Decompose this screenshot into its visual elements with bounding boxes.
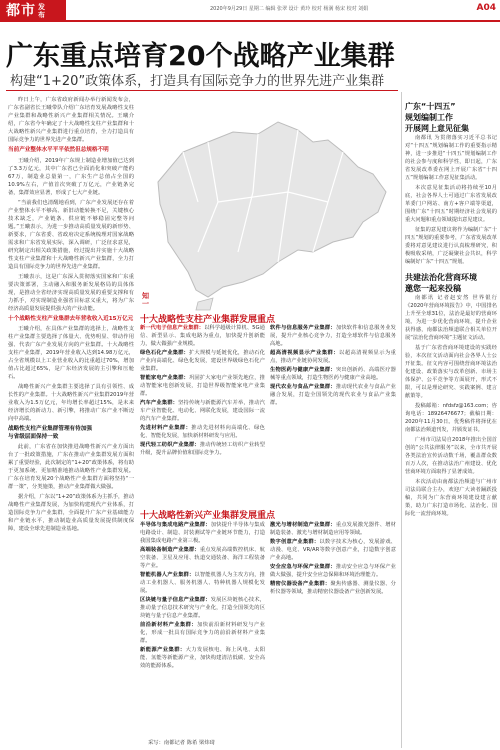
lead-paragraph: 昨日上午，广东省政府新闻办举行新闻发布会，广东省副省长王曦带队介绍广东培育发展战略性支柱产业集群和战略性新兴产业集群相关情况。王曦介绍，广东省今年确定了十大战略性支柱产业集群和十大战略性新兴产业集群进行重点培育，全力打造具有国际竞争力的世界先进产业集群。 — [8, 97, 134, 143]
map-outline — [158, 122, 386, 297]
subheadline: 构建“1+20”政策体系，打造具有国际竞争力的世界先进产业集群 — [10, 74, 385, 89]
column-divider — [401, 92, 402, 748]
pillar-item: 软件与信息服务产业集群：加快软件和信息服务业发展，提升产业核心竞争力，打造全球软件与信息服务高地。 — [270, 325, 396, 347]
paragraph: “当前我们也清醒地看到，广东产业发展还存在着产业整体水平不够高、新旧动能转换不足，关键核心技术缺乏，产业链条、供应链不够稳固完整等问题。”王曦表示，为进一步推动高质量发展的新形势、新要求，广东省委、省政府决定系统梳理对国家战略需求和广东省发展实际，深入调研，广泛征求意见，研究制定出相关政策措施，经过提出并实施十大战略性支柱产业集群和十大战略性新兴产业集群，全力打造具有国际竞争力的世界先进产业集群。 — [8, 199, 134, 270]
pillar-section-title: 十大战略性支柱产业集群发展重点 — [140, 315, 276, 325]
emerging-item: 精密仪器设备产业集群：聚焦传感器、测量仪器、分析仪器等领域，推动精密仪器设备产业创新发展。 — [270, 581, 396, 595]
article-column-1 — [8, 96, 134, 535]
pillar-item: 生物医药与健康产业集群：突出创新药、高端医疗器械等重点领域，打造生物医药与健康产业高地。 — [270, 367, 396, 381]
headline: 广东重点培育20个战略产业集群 — [6, 41, 395, 72]
column-marker: 知一 — [142, 292, 149, 308]
paragraph: 南都讯 为贯彻落实习近平总书记对“十四五”规划编制工作的重要指示精神，进一步推进“十四五”规划编制工作的社会参与度和科学性，即日起，广东省发展改革委在网上开展广东省“十四五”规划编制工作意见征集活动。 — [405, 135, 497, 181]
paragraph: 广州市司法局自2018年推出全国首创的“公共法律服务”以来，全市共开展各类法治宣传活动数千场，覆盖群众数百万人次，在推动法治广州建设、优化营商环境方面取得了显著成效。 — [405, 437, 497, 475]
emerging-item: 激光与增材制造产业集群：重点发展激光器件、增材制造装备、激光与增材制造应用等领域。 — [270, 522, 396, 536]
pillar-item: 超高清视频显示产业集群：以超高清视频显示为重点，推动产业链协同发展。 — [270, 350, 396, 364]
paragraph: 王曦表示，这是广东深入贯彻落实国家和广东重要决策部署，主动融入和服务新发展格局的具体体现，是推动全省经济实现高质量发展的重要支撑和有力抓手，对实现制造业强省目标意义重大，将为广东经济高质量发展提供强大的产业动能。 — [8, 273, 134, 312]
byline: 采写：南都记者 陈希 梁炜琦 — [148, 740, 215, 746]
map-island — [196, 298, 213, 310]
paragraph: 此前，广东省在加快推进战略性新兴产业方面出台了一批政策措施，广东在推动产业集群发展方面积累了重要经验，此次制定的“1+20”政策体系，将有助于更加系统、更加精准地推动战略性产业集群发展。广东在培育发展20个战略性产业集群方面将坚持“一群一策”，分类施策，推动产业集群做大做强。 — [8, 444, 134, 490]
emerging-item: 高端装备制造产业集群：重点发展高端数控机床、航空装备、卫星及应用、轨道交通装备、海洋工程装备等产业。 — [140, 547, 265, 569]
emerging-item: 新能源产业集群：大力发展核电、海上风电、太阳能、氢能等新能源产业，加快构建清洁低碳、安全高效的能源体系。 — [140, 647, 265, 669]
paragraph: 本次意见征集活动将持续至10月底，社会各界人士可通过广东省发展改革委门户网站、南方+客户端等渠道，围绕广东“十四五”时期经济社会发展的重大问题和重点领域提出意见建议。 — [405, 185, 497, 223]
emerging-item: 区块链与量子信息产业集群：发展区块链核心技术，推动量子信息技术研究与产业化，打造全国领先的区块链与量子信息产业集群。 — [140, 597, 265, 619]
pillar-item: 先进材料产业集群：推动先进材料向高端化、绿色化、智能化发展，加快新材料研发与应用。 — [140, 425, 265, 439]
paragraph: 征集的意见建议将作为编制广东“十四五”规划的重要参考，广东省发展改革委将对意见建议进行认真梳理研究，积极吸收采纳，广泛凝聚社会共识，科学编制好广东“十四五”规划。 — [405, 227, 497, 265]
pillar-item: 智能家电产业集群：巩固扩大家电产业领先地位，推动智能家电创新发展，打造世界级智能家电产业集群。 — [140, 375, 265, 397]
sidebar-story-2 — [405, 294, 497, 518]
emerging-list-left — [140, 521, 265, 671]
emerging-item: 智能机器人产业集群：以智能机器人为主攻方向，推动工业机器人、服务机器人、特种机器人规模化发展。 — [140, 572, 265, 594]
guangdong-map — [138, 112, 398, 312]
sidebar-story-1 — [405, 134, 497, 266]
section-tag: 发布 — [38, 3, 46, 19]
paragraph: 本次活动由南都法治频道与广州市司法局联合主办，欢迎广大读者踊跃投稿，共同为广东营商环境建设建言献策，助力广东打造市场化、法治化、国际化一流营商环境。 — [405, 479, 497, 517]
pillar-item: 绿色石化产业集群：扩大规模与延链优化，推动石化产业向高端化、绿色化发展，建设世界级绿色石化产业集群。 — [140, 350, 265, 372]
emerging-section-title: 十大战略性新兴产业集群发展重点 — [140, 511, 276, 521]
subheading-3: 战略性支柱产业集群管理有待加强 与省级层面保持一致 — [8, 426, 92, 440]
section-band — [0, 0, 66, 22]
paragraph: 战略性新兴产业集群主要选择了具有引领性、成长性的产业集群。十大战略性新兴产业集群2019年营业收入为1.5万亿元，年均增长率超过15%，是未来经济增长的新动力、新引擎，将推动广东产业不断迈向中高端。 — [8, 384, 134, 422]
pillar-item: 现代轻工纺织产业集群：推动传统轻工纺织产业转型升级，提升品牌价值和国际竞争力。 — [140, 442, 265, 456]
pillar-item: 现代农业与食品产业集群：推动现代农业与食品产业融合发展，打造全国领先的现代农业与食品产业集群。 — [270, 384, 396, 406]
paragraph: 南都讯 记者赵安然 世界银行《2020年营商环境报告》中，中国排名上升至全球31位，法治是最好的营商环境。为进一步优化营商环境，提升企业获得感，南都法治频道联合相关单位开展“法治化营商环境”主题征文活动。 — [405, 295, 497, 341]
emerging-item: 安全应急与环保产业集群：推动安全应急与环保产业做大做强，提升安全应急保障和环境治理能力。 — [270, 564, 396, 578]
paragraph: 投稿邮箱：nfdsfz@163.com；咨询电话：18926476677；截稿日期：2020年11月30日。优秀稿件将择优在南都法治频道刊发，并颁发证书。 — [405, 403, 497, 433]
paragraph: 据介绍，广东以“1+20”政策体系为主抓手，推动战略性产业集群发展，为加快构建现代产业体系，打造国际竞争力产业集群，全面提升广东产业基础能力和产业链水平，推动制造业高质量发展提供制度保障，建设全球先进制造业基地。 — [8, 494, 134, 532]
emerging-item: 数字创意产业集群：以数字技术为核心，发展游戏、动漫、电竞、VR/AR等数字创意产业，打造数字创意产业高地。 — [270, 539, 396, 561]
pillar-list-right — [270, 324, 396, 408]
emerging-list-right — [270, 521, 396, 597]
sidebar-headline-1: 广东“十四五” 规划编制工作 开展网上意见征集 — [405, 102, 469, 133]
page-number: A04 — [476, 3, 496, 13]
emerging-item: 前沿新材料产业集群：加快前沿新材料研发与产业化，形成一批具有国际竞争力的前沿新材料产业集群。 — [140, 622, 265, 644]
pillar-item: 汽车产业集群：坚持传统与新能源汽车并举，推动汽车产业智能化、电动化、网联化发展，建设国际一流的汽车产业集群。 — [140, 400, 265, 422]
paragraph: 基于广东省营商环境建设的实践经验，本次征文活动面向社会各界人士公开征集。征文内容可围绕营商环境法治化建设、政策落实与改革创新、市场主体保护、公平竞争等方面展开，形式不限，可以是理论研究、实践案例、建言献策等。 — [405, 345, 497, 399]
masthead-rule — [66, 20, 500, 22]
section-name: 都市 — [6, 3, 36, 19]
subheading-2: 十个战略性支柱产业集群去年营收收入近15万亿元 — [8, 315, 134, 322]
pillar-item: 新一代电子信息产业集群：以科学超级计算机、5G通信、新型显示、集成电路为重点，加快提升创新能力，做大做强产业规模。 — [140, 325, 265, 347]
masthead — [0, 0, 500, 22]
emerging-item: 半导体与集成电路产业集群：加快提升半导体与集成电路设计、制造、封装测试等产业链环节能力，打造我国集成电路产业第三极。 — [140, 522, 265, 544]
headline-rule — [6, 90, 398, 91]
subheading-1: 当前产业整体水平平平依然但总规格不明 — [8, 147, 109, 153]
sidebar-headline-2: 共建法治化营商环境 邀您一起来投稿 — [405, 273, 477, 293]
issue-meta: 2020年9月29日 星期二 编辑 张翠 设计 黄玲 校对 杨满 杨宋 校对 刘娟 — [210, 6, 369, 12]
paragraph: 王曦介绍，2019年广东规上制造业增加值已达到了3.3万亿元，其中广东省已全面消化和突破产能约67万，制造业总量第一，广东生产总值占全国的10.9%左右，产值首次突破了万亿元，产业链条完备，集群效应显著，形成了七大产业链。 — [8, 157, 134, 196]
paragraph: 王曦介绍，在具体产业集群的选择上，战略性支柱产业集群主要选择了体量大、优势明显、带动作用强、代表广东产业发展方向的产业集群。十大战略性支柱产业集群，2019年营业收入达到14.98万亿元，占全省规模以上工业营业收入的比重超过70%，增加值占比超过65%，是广东经济发展的主引擎和压舱石。 — [8, 326, 134, 380]
pillar-list-left — [140, 324, 265, 458]
sidebar — [405, 95, 497, 520]
